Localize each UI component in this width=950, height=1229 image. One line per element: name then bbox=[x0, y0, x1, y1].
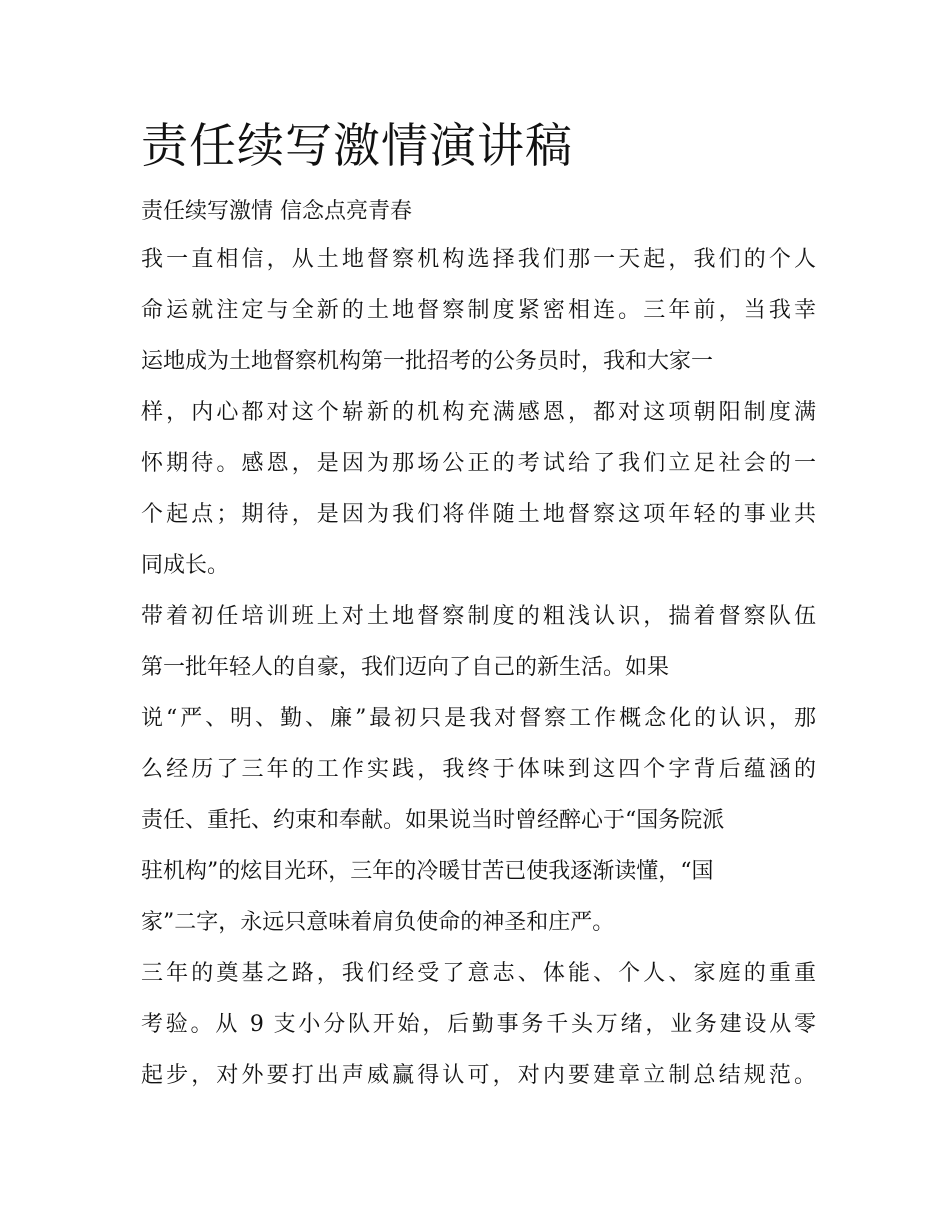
paragraph-line: 三年的奠基之路，我们经受了意志、体能、个人、家庭的重重 bbox=[141, 961, 816, 986]
paragraph-1 bbox=[141, 234, 816, 591]
document-page bbox=[141, 112, 816, 1101]
paragraph-line: 家”二字，永远只意味着肩负使命的神圣和庄严。 bbox=[141, 910, 615, 935]
paragraph-line: 带着初任培训班上对土地督察制度的粗浅认识，揣着督察队伍 bbox=[141, 604, 816, 629]
paragraph-line: 怀期待。感恩，是因为那场公正的考试给了我们立足社会的一 bbox=[141, 451, 816, 476]
paragraph-line: 样，内心都对这个崭新的机构充满感恩，都对这项朝阳制度满 bbox=[141, 400, 816, 425]
paragraph-line: 第一批年轻人的自豪，我们迈向了自己的新生活。如果 bbox=[141, 655, 670, 680]
paragraph-line: 责任、重托、约束和奉献。如果说当时曾经醉心于“国务院派 bbox=[141, 808, 725, 833]
paragraph-line: 考验。从 9 支小分队开始，后勤事务千头万绪，业务建设从零 bbox=[141, 1012, 816, 1037]
paragraph-line: 运地成为土地督察机构第一批招考的公务员时，我和大家一 bbox=[141, 349, 714, 374]
document-title: 责任续写激情演讲稿 bbox=[141, 119, 573, 174]
paragraph-2 bbox=[141, 591, 816, 948]
paragraph-line: 同成长。 bbox=[141, 553, 230, 578]
paragraph-line: 驻机构”的炫目光环，三年的冷暖甘苦已使我逐渐读懂，“国 bbox=[141, 859, 714, 884]
paragraph-line: 说“严、明、勤、廉”最初只是我对督察工作概念化的认识，那 bbox=[141, 706, 816, 731]
document-subtitle: 责任续写激情 信念点亮青春 bbox=[141, 199, 412, 224]
paragraph-line: 个起点；期待，是因为我们将伴随土地督察这项年轻的事业共 bbox=[141, 502, 816, 527]
paragraph-line: 么经历了三年的工作实践，我终于体味到这四个字背后蕴涵的 bbox=[141, 757, 816, 782]
paragraph-line: 命运就注定与全新的土地督察制度紧密相连。三年前，当我幸 bbox=[141, 298, 816, 323]
paragraph-line: 起步，对外要打出声威赢得认可，对内要建章立制总结规范。 bbox=[141, 1063, 816, 1088]
paragraph-3 bbox=[141, 948, 816, 1101]
paragraph-line: 我一直相信，从土地督察机构选择我们那一天起，我们的个人 bbox=[141, 247, 816, 272]
